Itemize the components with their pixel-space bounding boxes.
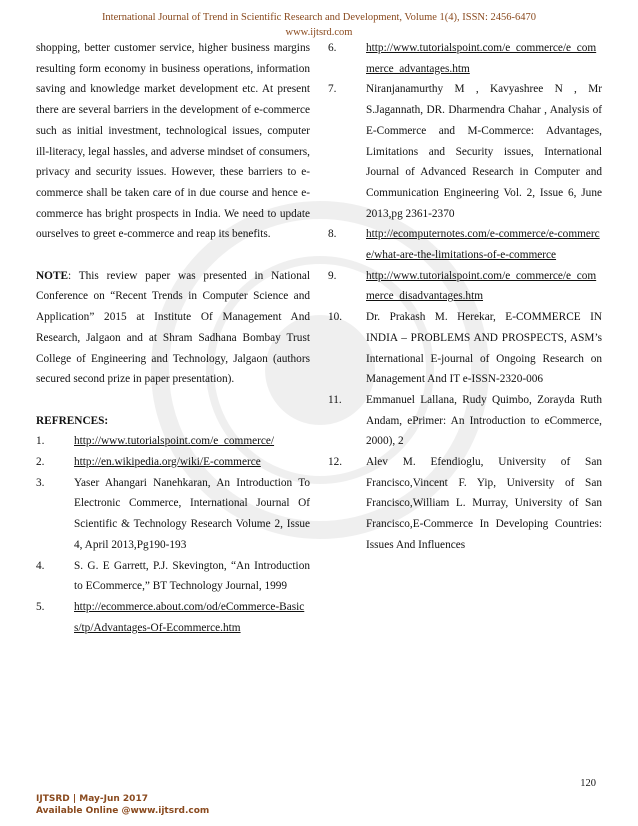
reference-text: Dr. Prakash M. Herekar, E-COMMERCE IN INDIA – PROBLEMS AND PROSPECTS, ASM’s International E-journal of Ongoing Research on Management And IT e-ISSN-2320-006: [366, 311, 602, 386]
reference-link[interactable]: http://www.tutorialspoint.com/e_commerce/e_commerce_advantages.htm: [366, 42, 597, 75]
reference-link[interactable]: http://www.tutorialspoint.com/e_commerce/e_commerce_disadvantages.htm: [366, 269, 597, 303]
reference-link[interactable]: http://ecomputernotes.com/e-commerce/e-commerce/what-are-the-limitations-of-e-commerce: [366, 228, 600, 262]
journal-footer: [36, 793, 209, 817]
reference-number: 9.: [328, 269, 337, 282]
reference-number: 3.: [36, 476, 45, 489]
reference-number: 6.: [328, 42, 337, 54]
reference-item: [328, 307, 602, 390]
footer-issue: IJTSRD | May-Jun 2017: [36, 794, 148, 804]
reference-item: [328, 452, 602, 556]
conclusion-paragraph: shopping, better customer service, higher business margins resulting form economy in business operations, information saving and knowledge market development etc. At present there are several barriers in the development of e-commerce such as initial investment, technological issues, computer ill-literacy, legal hassles, and adverse mindset of consumers, privacy and security issues. However, these barriers to e-commerce shall be taken care of in due course and hence e-commerce has bright prospects in India. We need to update ourselves to greet e-commerce and reap its benefits.: [36, 42, 310, 241]
reference-text: Emmanuel Lallana, Rudy Quimbo, Zorayda Ruth Andam, ePrimer: An Introduction to eCommerce, 2000), 2: [366, 393, 602, 448]
references-heading: REFRENCES:: [36, 414, 109, 427]
note-label: NOTE: [36, 269, 69, 282]
journal-title: International Journal of Trend in Scientific Research and Development, Volume 1(4), ISSN: 2456-6470: [101, 12, 537, 23]
reference-number: 12.: [328, 456, 343, 469]
reference-link[interactable]: http://en.wikipedia.org/wiki/E-commerce: [74, 456, 261, 469]
reference-item: [36, 556, 310, 597]
reference-number: 7.: [328, 83, 337, 96]
reference-number: 11.: [328, 393, 342, 406]
reference-text: Alev M. Efendioglu, University of San Francisco,Vincent F. Yip, University of San Francisco,William L. Murray, University of San Francisco,E-Commerce In Developing Countries: Issues And Influences: [366, 456, 602, 551]
reference-number: 4.: [36, 559, 45, 572]
reference-number: 8.: [328, 228, 337, 241]
reference-text: S. G. E Garrett, P.J. Skevington, “An Introduction to ECommerce,” BT Technology Journal, 1999: [74, 559, 310, 593]
page-number: 120: [580, 778, 596, 789]
reference-text: Yaser Ahangari Nanehkaran, An Introduction To Electronic Commerce, International Journal Of Scientific & Technology Research Volume 2, Issue 4, April 2013,Pg190-193: [74, 476, 310, 551]
reference-number: 1.: [36, 435, 45, 448]
left-column: [36, 38, 310, 638]
reference-link[interactable]: http://ecommerce.about.com/od/eCommerce-Basics/tp/Advantages-Of-Ecommerce.htm: [74, 600, 305, 634]
reference-item: [328, 79, 602, 224]
reference-item: [36, 431, 310, 452]
reference-item: [36, 452, 310, 473]
reference-item: [328, 38, 602, 79]
note-text: : This review paper was presented in National Conference on “Recent Trends in Computer Science and Application” 2015 at Institute Of Management And Research, Jalgaon and at Shram Sadhana Bombay Trust College of Engineering and Technology, Jalgaon (authors secured second prize in paper presentation).: [36, 269, 310, 386]
footer-availability: Available Online @www.ijtsrd.com: [36, 806, 210, 816]
reference-number: 2.: [36, 456, 45, 469]
journal-header: [0, 10, 638, 40]
reference-text: Niranjanamurthy M , Kavyashree N , Mr S.Jagannath, DR. Dharmendra Chahar , Analysis of E-Commerce and M-Commerce: Advantages, Limitations and Security issues, International Journal of Advanced Research in Computer and Communication Engineering Vol. 2, Issue 6, June 2013,pg 2361-2370: [366, 83, 602, 220]
reference-number: 10.: [328, 311, 343, 324]
reference-item: [328, 266, 602, 307]
reference-item: [328, 224, 602, 265]
reference-number: 5.: [36, 600, 45, 613]
reference-item: [36, 473, 310, 556]
reference-item: [36, 597, 310, 638]
note-paragraph: [36, 266, 310, 390]
reference-item: [328, 390, 602, 452]
right-column: [328, 38, 602, 556]
journal-website: www.ijtsrd.com: [285, 27, 353, 38]
reference-link[interactable]: http://www.tutorialspoint.com/e_commerce/: [74, 435, 275, 448]
